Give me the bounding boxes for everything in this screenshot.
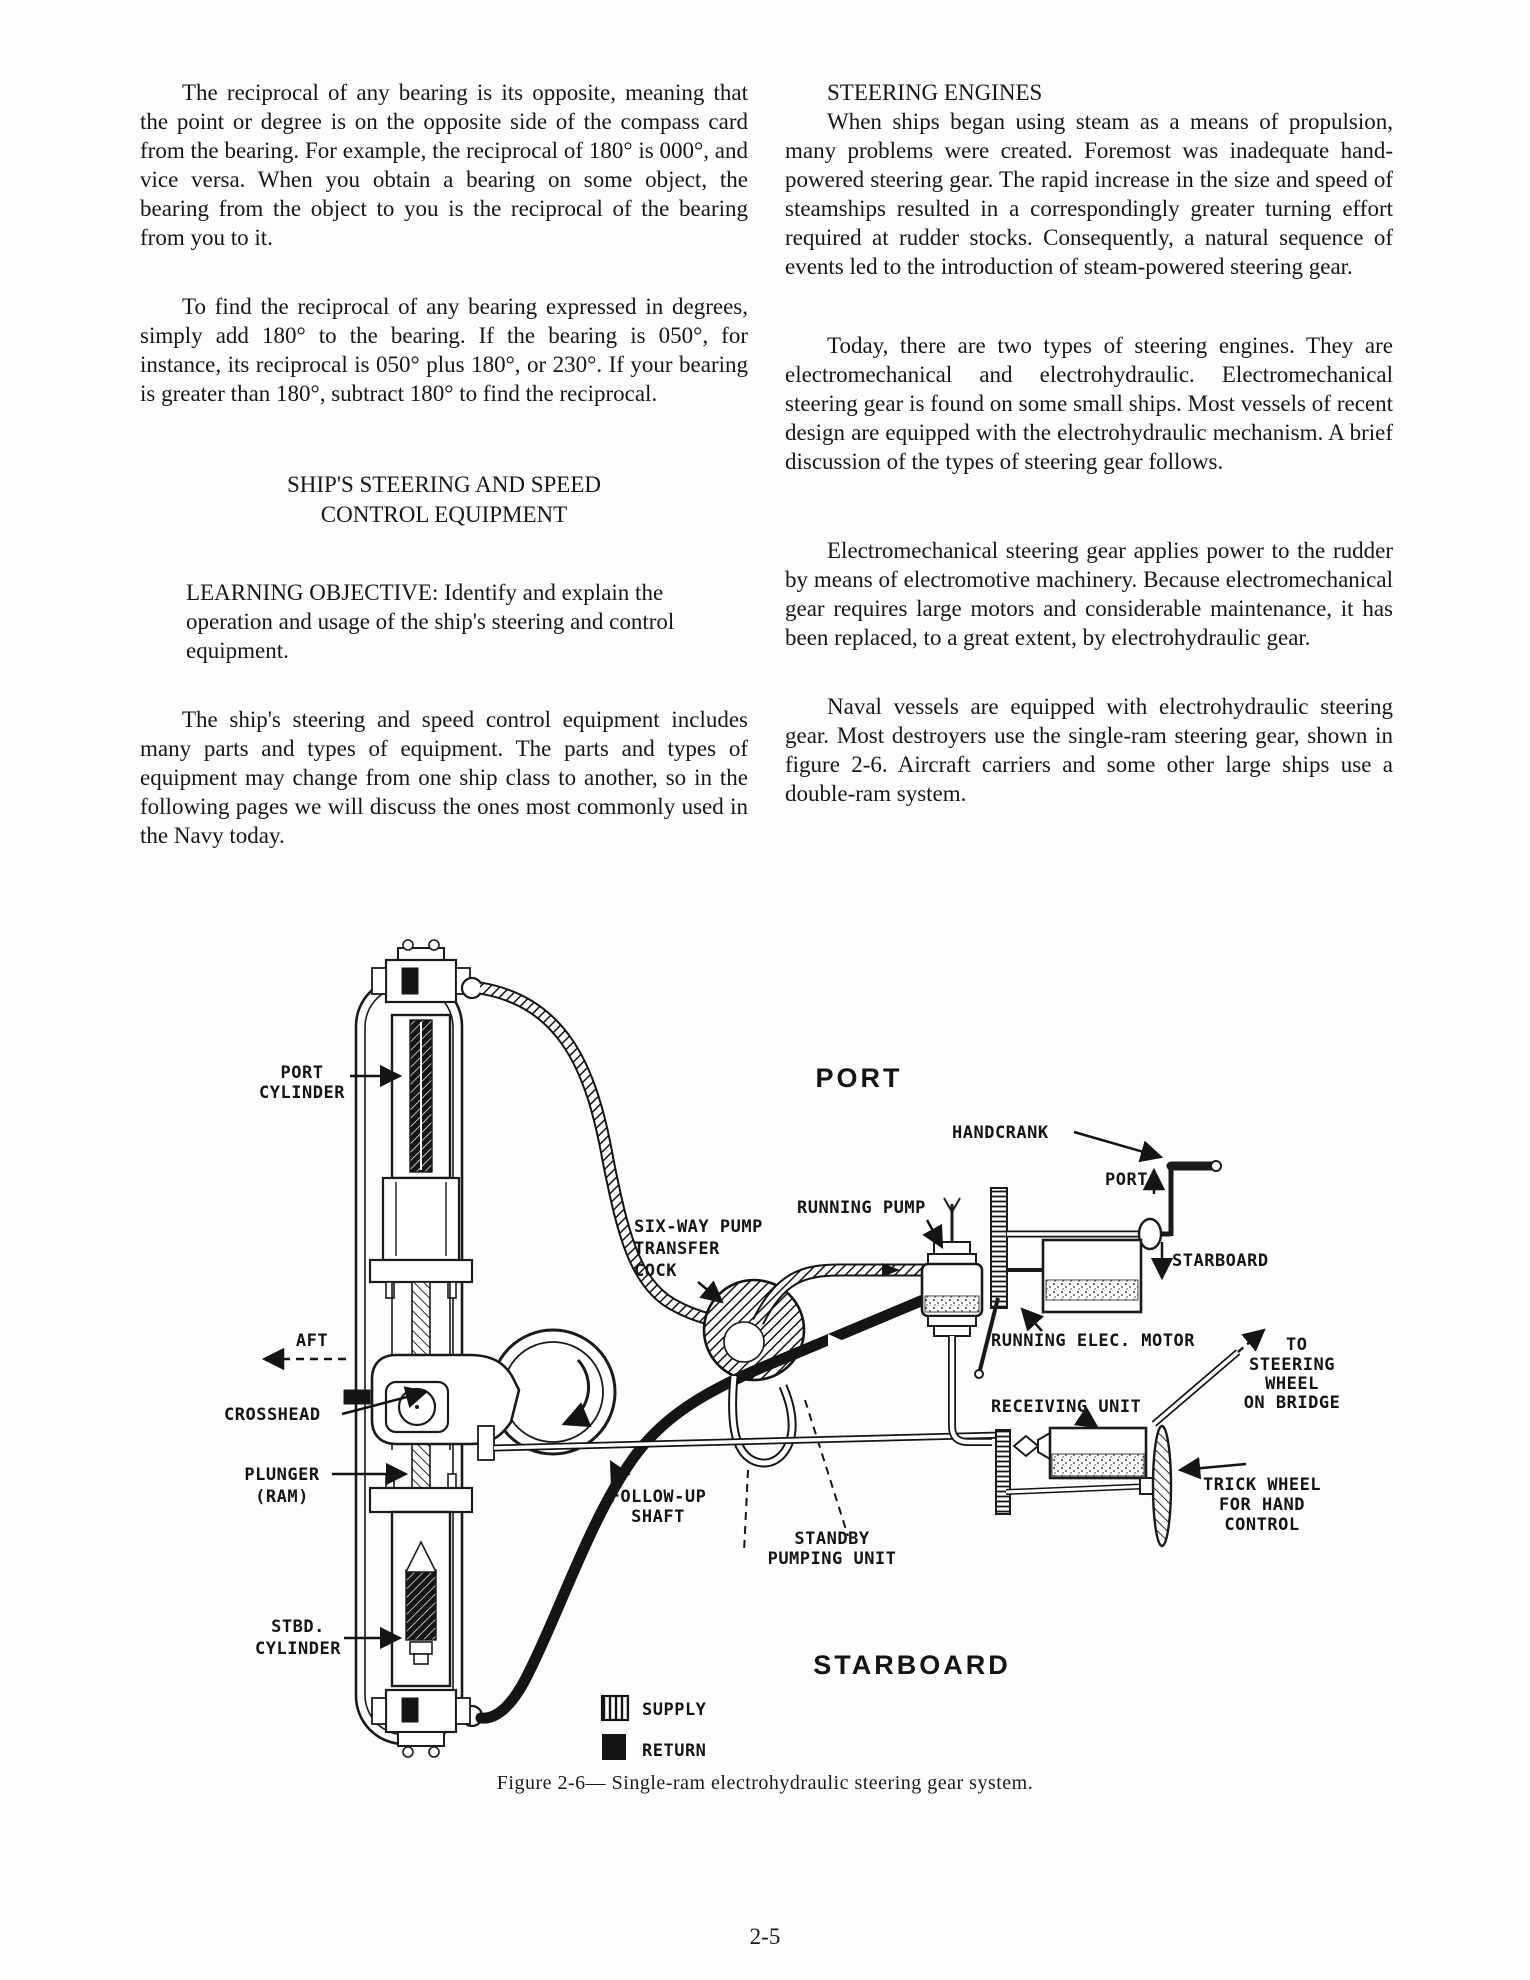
label-trick-wheel: TRICK WHEEL bbox=[1202, 1475, 1322, 1495]
label-plunger: PLUNGER bbox=[244, 1465, 320, 1485]
paragraph: The ship's steering and speed control equipment includes many parts and types of equipment. The parts and types of equipment may change from one ship class to another, so in the following pages we will discuss the ones most commonly used in the Navy today. bbox=[140, 707, 748, 848]
legend-return-label: RETURN bbox=[642, 1741, 707, 1761]
label-port-cylinder: PORT bbox=[280, 1063, 324, 1083]
legend-supply-label: SUPPLY bbox=[642, 1700, 707, 1720]
label-running-motor: RUNNING ELEC. MOTOR bbox=[991, 1331, 1195, 1351]
paragraph: The reciprocal of any bearing is its opposite, meaning that the point or degree is on the opposite side of the compass card from the bearing. For example, the reciprocal of 180° is 000°, and vice versa. When you obtain a bearing on some object, the bearing from the object to you is the reciprocal of the bearing from you to it. bbox=[140, 80, 748, 250]
label-starboard-side: STARBOARD bbox=[813, 1650, 1011, 1680]
label-stbd-cylinder: STBD. bbox=[271, 1617, 325, 1637]
svg-text:(RAM): (RAM) bbox=[255, 1487, 309, 1507]
label-handcrank: HANDCRANK bbox=[952, 1123, 1049, 1143]
legend bbox=[602, 1696, 707, 1761]
figure-caption: Figure 2-6— Single-ram electrohydraulic steering gear system. bbox=[496, 1772, 1034, 1794]
label-aft: AFT bbox=[295, 1331, 329, 1351]
paragraph: Today, there are two types of steering engines. They are electromechanical and electrohydraulic. Electromechanical steering gear is found on some small ships. Most vessels of recent design are equipped with the electrohydraulic mechanism. A brief discussion of the types of steering gear follows. bbox=[785, 333, 1393, 474]
label-receiving-unit: RECEIVING UNIT bbox=[991, 1397, 1142, 1417]
svg-text:PUMPING UNIT: PUMPING UNIT bbox=[767, 1549, 897, 1569]
legend-return-swatch bbox=[602, 1734, 626, 1760]
label-standby-pumping-unit: STANDBY bbox=[794, 1529, 870, 1549]
left-column bbox=[140, 78, 748, 850]
paragraph: Electromechanical steering gear applies power to the rudder by means of electromotive machinery. Because electromechanical gear requires large motors and considerable maintenance, it has been replaced, to a great extent, by electrohydraulic gear. bbox=[785, 538, 1393, 650]
label-port-direction: PORT bbox=[1105, 1170, 1148, 1190]
label-running-pump: RUNNING PUMP bbox=[797, 1198, 926, 1218]
svg-text:ON BRIDGE: ON BRIDGE bbox=[1243, 1393, 1341, 1413]
paragraph: Naval vessels are equipped with electrohydraulic steering gear. Most destroyers use the single-ram steering gear, shown in figure 2-6. Aircraft carriers and some other large ships use a double-ram system. bbox=[785, 694, 1393, 806]
label-six-way-cock: SIX-WAY PUMP bbox=[634, 1217, 763, 1237]
svg-text:STEERING: STEERING bbox=[1249, 1355, 1335, 1375]
svg-text:WHEEL: WHEEL bbox=[1265, 1374, 1319, 1394]
paragraph: When ships began using steam as a means of propulsion, many problems were created. Foremost was inadequate hand-powered steering gear. The rapid increase in the size and speed of steamships resulted in a correspondingly greater turning effort required at rudder stocks. Consequently, a natural sequence of events led to the introduction of steam-powered steering gear. bbox=[785, 109, 1393, 279]
svg-text:CONTROL: CONTROL bbox=[1224, 1515, 1300, 1535]
label-starboard-direction: STARBOARD bbox=[1172, 1251, 1269, 1271]
svg-text:SHAFT: SHAFT bbox=[631, 1507, 685, 1527]
label-to-steering-wheel: TO bbox=[1286, 1335, 1308, 1355]
label-port-side: PORT bbox=[815, 1063, 903, 1093]
paragraph: To find the reciprocal of any bearing expressed in degrees, simply add 180° to the bearing. If the bearing is 050°, for instance, its reciprocal is 050° plus 180°, or 230°. If your bearing is greater than 180°, subtract 180° to find the reciprocal. bbox=[140, 294, 748, 406]
learning-objective: LEARNING OBJECTIVE: Identify and explain the operation and usage of the ship's steering and control equipment. bbox=[186, 580, 675, 663]
svg-text:FOR HAND: FOR HAND bbox=[1219, 1495, 1305, 1515]
svg-text:CYLINDER: CYLINDER bbox=[259, 1083, 345, 1103]
svg-text:CYLINDER: CYLINDER bbox=[255, 1639, 341, 1659]
right-column bbox=[785, 78, 1393, 808]
legend-supply-swatch bbox=[602, 1696, 628, 1720]
page-number: 2-5 bbox=[749, 1924, 781, 1949]
label-crosshead: CROSSHEAD bbox=[224, 1405, 321, 1425]
section-heading-steering-engines: STEERING ENGINES bbox=[827, 80, 1043, 105]
label-follow-up-shaft: FOLLOW-UP bbox=[609, 1487, 707, 1507]
svg-text:TRANSFER: TRANSFER bbox=[634, 1239, 720, 1259]
section-heading bbox=[140, 470, 748, 530]
svg-text:COCK: COCK bbox=[634, 1261, 677, 1281]
steering-gear-diagram bbox=[140, 930, 1440, 1775]
section-heading-line2: CONTROL EQUIPMENT bbox=[320, 502, 568, 527]
section-heading-line1: SHIP'S STEERING AND SPEED bbox=[286, 472, 602, 497]
